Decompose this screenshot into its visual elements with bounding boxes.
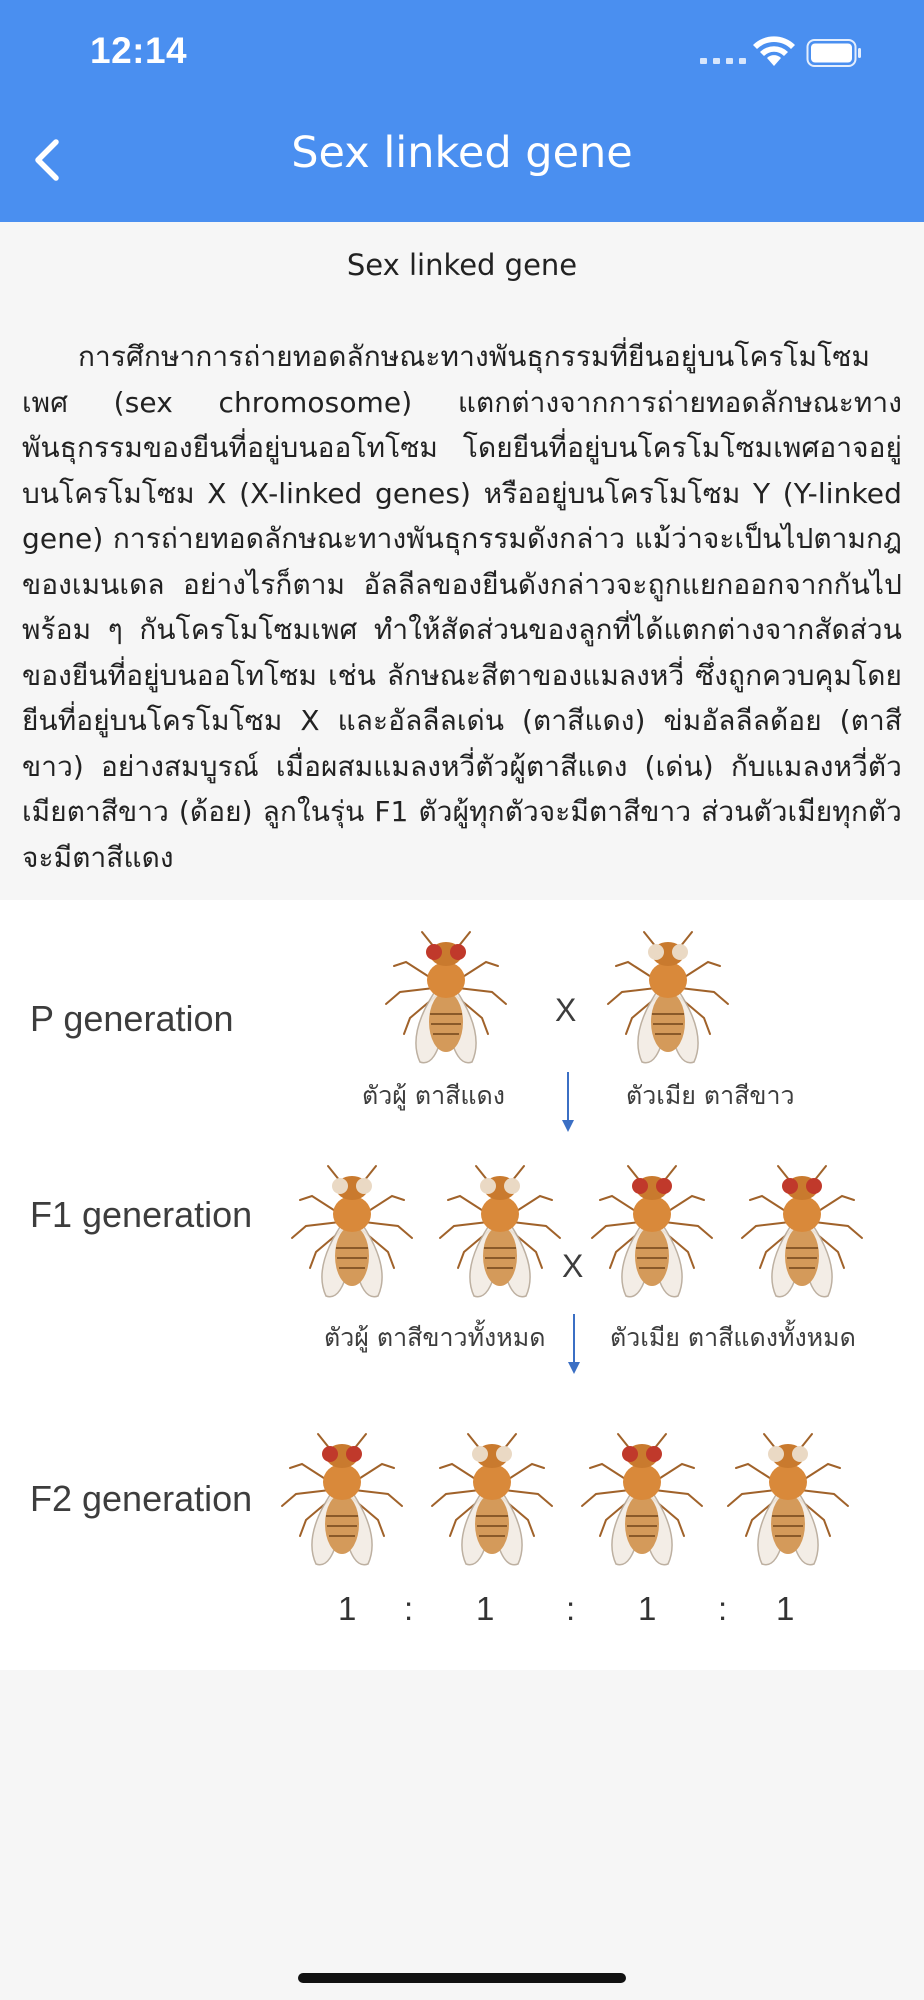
ratio-separator-3: : [718, 1590, 728, 1627]
cross-symbol: X [555, 992, 577, 1028]
f1-male-fly-2 [430, 1156, 570, 1306]
arrow-down-icon [564, 1314, 584, 1376]
p-female-caption: ตัวเมีย ตาสีขาว [626, 1081, 795, 1110]
f1-female-fly-1 [582, 1156, 722, 1306]
arrow-down-icon [558, 1072, 578, 1134]
f1-female-fly-2 [732, 1156, 872, 1306]
wifi-icon [752, 36, 796, 68]
male-fly-red-eye [376, 922, 516, 1072]
female-fly-white-eye [598, 922, 738, 1072]
nav-title: Sex linked gene [291, 128, 633, 178]
p-male-caption: ตัวผู้ ตาสีแดง [362, 1081, 505, 1110]
content-heading: Sex linked gene [346, 248, 578, 282]
cellular-signal-icon [700, 58, 746, 64]
ratio-value-1: 1 [338, 1590, 357, 1627]
ratio-value-4: 1 [776, 1590, 795, 1627]
p-generation-label: P generation [30, 998, 234, 1039]
f2-fly-3 [572, 1424, 712, 1574]
f2-generation-label: F2 generation [30, 1478, 253, 1519]
ratio-value-3: 1 [638, 1590, 657, 1627]
f2-fly-4 [718, 1424, 858, 1574]
ratio-separator-1: : [404, 1590, 414, 1627]
app-header [0, 0, 924, 222]
f2-fly-1 [272, 1424, 412, 1574]
battery-icon [806, 38, 862, 68]
article-paragraph [22, 334, 902, 880]
paragraph-text: การศึกษาการถ่ายทอดลักษณะทางพันธุกรรมที่ยีนอยู่บนโครโมโซมเพศ (sex chromosome) แตกต่างจากการถ่ายทอดลักษณะทางพันธุกรรมของยีนที่อยู่บนออโทโซม โดยยีนที่อยู่บนโครโมโซมเพศอาจอยู่บนโครโมโซม X (X-linked genes) หรืออยู่บนโครโมโซม Y (Y-linked gene) การถ่ายทอดลักษณะทางพันธุกรรมดังกล่าว แม้ว่าจะเป็นไปตามกฎของเมนเดล อย่างไรก็ตาม อัลลีลของยีนดังกล่าวจะถูกแยกออกจากกันไปพร้อม ๆ กันโครโมโซมเพศ ทำให้สัดส่วนของลูกที่ได้แตกต่างจากสัดส่วนของยีนที่อยู่บนออโทโซม เช่น ลักษณะสีตาของแมลงหวี่ ซึ่งถูกควบคุมโดยยีนที่อยู่บนโครโมโซม X และอัลลีลเด่น (ตาสีแดง) ข่มอัลลีลด้อย (ตาสีขาว) อย่างสมบูรณ์ เมื่อผสมแมลงหวี่ตัวผู้ตาสีแดง (เด่น) กับแมลงหวี่ตัวเมียตาสีขาว (ด้อย) ลูกในรุ่น F1 ตัวผู้ทุกตัวจะมีตาสีขาว ส่วนตัวเมียทุกตัวจะมีตาสีแดง [22, 340, 902, 874]
f1-generation-label: F1 generation [30, 1194, 253, 1235]
ratio-value-2: 1 [476, 1590, 495, 1627]
status-time: 12:14 [90, 30, 188, 71]
home-indicator[interactable] [298, 1973, 626, 1983]
inheritance-diagram [0, 900, 924, 1670]
f1-male-fly-1 [282, 1156, 422, 1306]
f1-male-caption: ตัวผู้ ตาสีขาวทั้งหมด [324, 1323, 546, 1352]
f2-fly-2 [422, 1424, 562, 1574]
f1-female-caption: ตัวเมีย ตาสีแดงทั้งหมด [610, 1323, 856, 1352]
ratio-separator-2: : [566, 1590, 576, 1627]
cross-symbol-f1: X [562, 1248, 584, 1284]
